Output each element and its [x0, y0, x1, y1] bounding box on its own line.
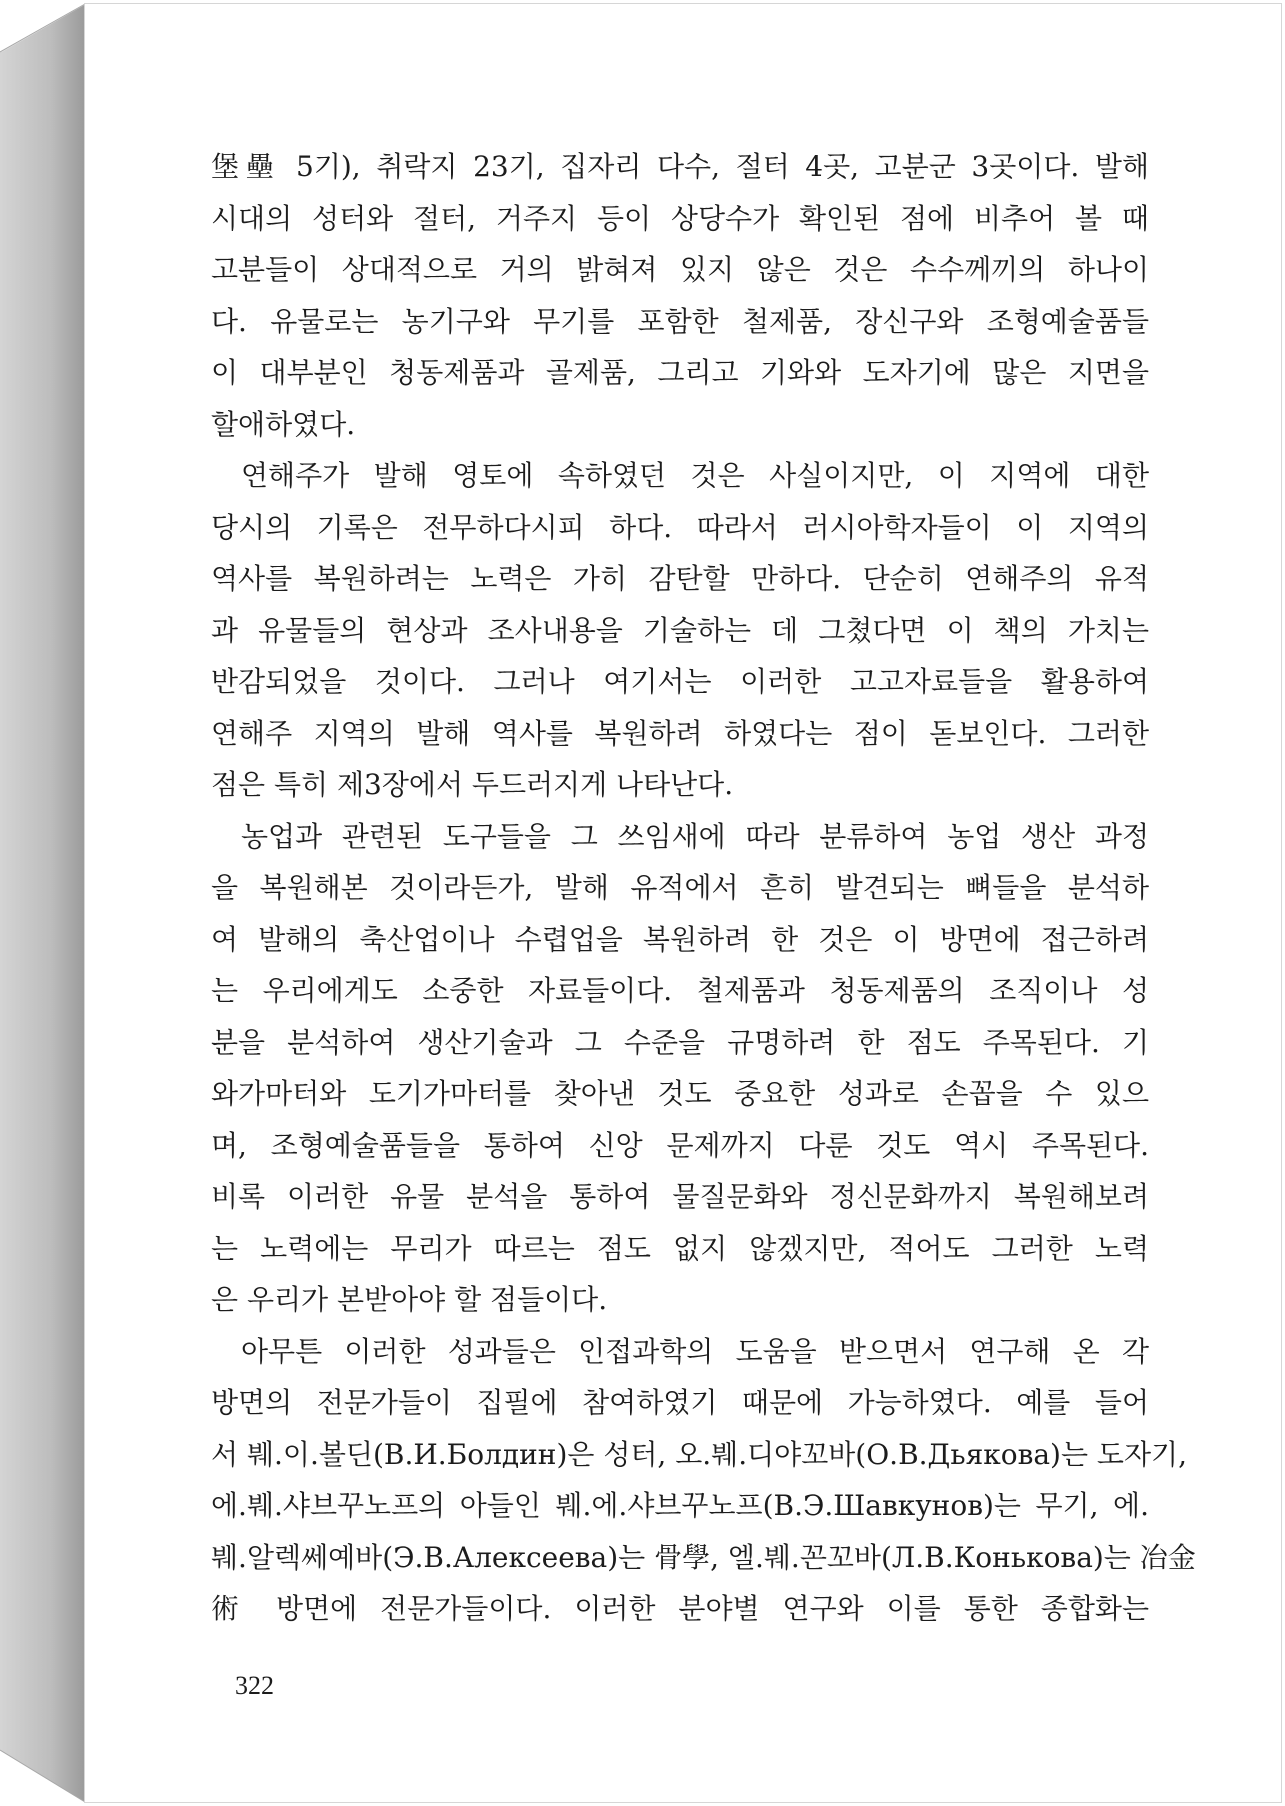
text-line: 다. 유물로는 농기구와 무기를 포함한 철제품, 장신구와 조형예술품들	[211, 304, 1149, 338]
text-line: 아무튼 이러한 성과들은 인접과학의 도움을 받으면서 연구해 온 각	[241, 1334, 1149, 1368]
paragraph-1	[211, 141, 1149, 450]
text-line: 여 발해의 축산업이나 수렵업을 복원하려 한 것은 이 방면에 접근하려	[211, 922, 1149, 956]
paragraph-4	[211, 1326, 1196, 1635]
text-line: 서 붸.이.볼딘(В.И.Болдин)은 성터, 오.붸.디야꼬바(О.В.Дьякова)는 도자기,	[211, 1437, 1187, 1471]
text-line: 할애하였다.	[211, 407, 356, 441]
text-line: 점은 특히 제3장에서 두드러지게 나타난다.	[211, 768, 734, 801]
text-line: 당시의 기록은 전무하다시피 하다. 따라서 러시아학자들이 이 지역의	[211, 510, 1149, 544]
text-line: 堡壘 5기), 취락지 23기, 집자리 다수, 절터 4곳, 고분군 3곳이다. 발해	[211, 150, 1149, 183]
text-line: 는 우리에게도 소중한 자료들이다. 철제품과 청동제품의 조직이나 성	[211, 974, 1149, 1007]
body-text	[211, 141, 1196, 1635]
text-line: 는 노력에는 무리가 따르는 점도 없지 않겠지만, 적어도 그러한 노력	[211, 1231, 1149, 1265]
text-line: 연해주 지역의 발해 역사를 복원하려 하였다는 점이 돋보인다. 그러한	[211, 716, 1149, 750]
text-line: 분을 분석하여 생산기술과 그 수준을 규명하려 한 점도 주목된다. 기	[211, 1025, 1149, 1059]
text-line: 과 유물들의 현상과 조사내용을 기술하는 데 그쳤다면 이 책의 가치는	[211, 613, 1149, 647]
paragraph-3	[211, 811, 1149, 1326]
text-line: 연해주가 발해 영토에 속하였던 것은 사실이지만, 이 지역에 대한	[241, 459, 1149, 492]
paragraph-2	[211, 450, 1149, 811]
text-line: 에.붸.샤브꾸노프의 아들인 붸.에.샤브꾸노프(В.Э.Шавкунов)는 무기, 에.	[211, 1489, 1149, 1522]
text-line: 시대의 성터와 절터, 거주지 등이 상당수가 확인된 점에 비추어 볼 때	[211, 201, 1149, 235]
book-page	[85, 4, 1281, 1802]
text-line: 비록 이러한 유물 분석을 통하여 물질문화와 정신문화까지 복원해보려	[211, 1180, 1149, 1213]
text-line: 방면의 전문가들이 집필에 참여하였기 때문에 가능하였다. 예를 들어	[211, 1386, 1149, 1419]
page-number: 322	[235, 1671, 274, 1700]
text-line: 을 복원해본 것이라든가, 발해 유적에서 흔히 발견되는 뼈들을 분석하	[211, 871, 1149, 904]
text-line: 반감되었을 것이다. 그러나 여기서는 이러한 고고자료들을 활용하여	[211, 665, 1149, 698]
text-line: 역사를 복원하려는 노력은 가히 감탄할 만하다. 단순히 연해주의 유적	[211, 562, 1149, 595]
text-line: 고분들이 상대적으로 거의 밝혀져 있지 않은 것은 수수께끼의 하나이	[211, 253, 1149, 286]
text-line: 이 대부분인 청동제품과 골제품, 그리고 기와와 도자기에 많은 지면을	[211, 356, 1149, 389]
text-line: 붸.알렉쎄예바(Э.В.Алексеева)는 骨學, 엘.붸.꼰꼬바(Л.В.Конькова)는 冶金	[211, 1540, 1196, 1574]
text-line: 術 방면에 전문가들이다. 이러한 분야별 연구와 이를 통한 종합화는	[211, 1592, 1149, 1625]
text-line: 며, 조형예술품들을 통하여 신앙 문제까지 다룬 것도 역시 주목된다.	[211, 1128, 1149, 1162]
text-line: 농업과 관련된 도구들을 그 쓰임새에 따라 분류하여 농업 생산 과정	[241, 819, 1149, 853]
text-line: 와가마터와 도기가마터를 찾아낸 것도 중요한 성과로 손꼽을 수 있으	[211, 1077, 1149, 1110]
text-line: 은 우리가 본받아야 할 점들이다.	[211, 1283, 608, 1316]
